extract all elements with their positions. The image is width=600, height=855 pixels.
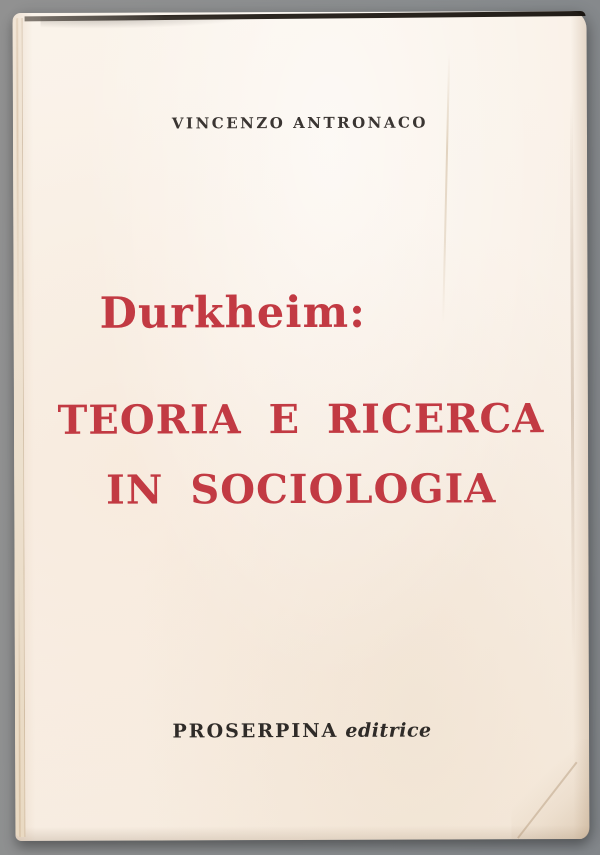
publisher-descriptor: editrice [345, 719, 432, 742]
corner-fold [511, 739, 589, 839]
top-edge-smudge [41, 16, 251, 29]
title-line-in-sociologia: IN SOCIOLOGIA [106, 465, 497, 514]
publisher-name: PROSERPINA [172, 719, 339, 743]
author-name: VINCENZO ANTRONACO [171, 113, 429, 133]
cover-crease [442, 54, 450, 324]
title-line-durkheim: Durkheim: [99, 287, 367, 339]
book-cover [13, 11, 590, 841]
title-line-teoria-e-ricerca: TEORIA E RICERCA [57, 395, 545, 444]
cover-crease-right [570, 101, 575, 661]
publisher-line [15, 719, 589, 743]
